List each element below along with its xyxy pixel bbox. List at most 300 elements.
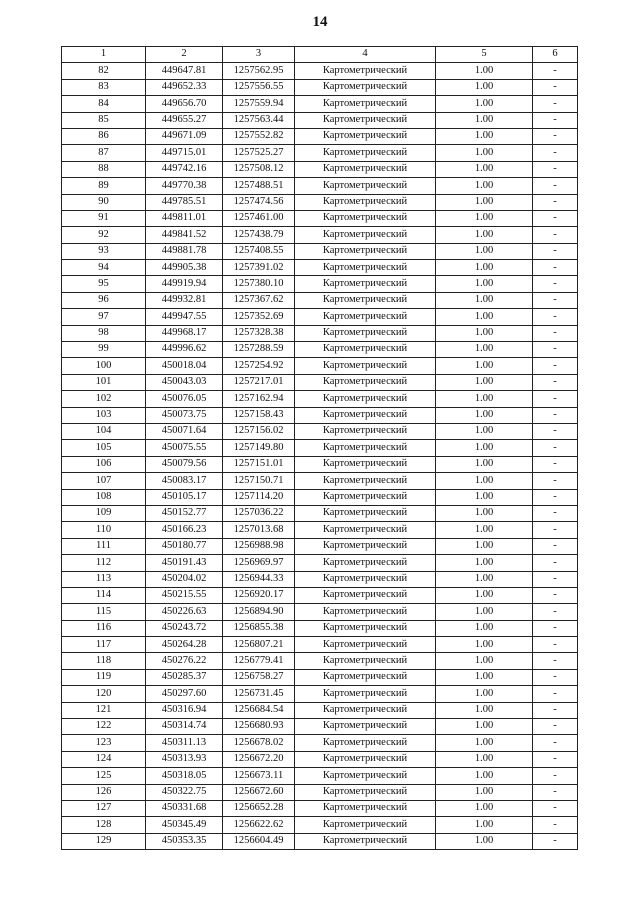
precision-cell: 1.00 [436,194,533,210]
y-coordinate-cell: 1257288.59 [223,342,295,358]
table-row [62,374,578,390]
method-cell: Картометрический [295,817,436,833]
x-coordinate-cell: 449742.16 [146,161,223,177]
y-coordinate-cell: 1256604.49 [223,833,295,849]
y-coordinate-cell: 1256673.11 [223,768,295,784]
table-row [62,637,578,653]
x-coordinate-cell: 450353.35 [146,833,223,849]
description-cell: - [533,817,578,833]
table-row [62,112,578,128]
y-coordinate-cell: 1256731.45 [223,686,295,702]
description-cell: - [533,243,578,259]
y-coordinate-cell: 1257461.00 [223,210,295,226]
y-coordinate-cell: 1257036.22 [223,505,295,521]
description-cell: - [533,194,578,210]
description-cell: - [533,79,578,95]
point-number-cell: 115 [62,604,146,620]
point-number-cell: 87 [62,145,146,161]
y-coordinate-cell: 1257156.02 [223,423,295,439]
table-row [62,79,578,95]
method-cell: Картометрический [295,735,436,751]
precision-cell: 1.00 [436,833,533,849]
point-number-cell: 84 [62,96,146,112]
description-cell: - [533,637,578,653]
table-row [62,719,578,735]
precision-cell: 1.00 [436,784,533,800]
y-coordinate-cell: 1257556.55 [223,79,295,95]
precision-cell: 1.00 [436,489,533,505]
precision-cell: 1.00 [436,112,533,128]
y-coordinate-cell: 1257438.79 [223,227,295,243]
y-coordinate-cell: 1257352.69 [223,309,295,325]
point-number-cell: 92 [62,227,146,243]
x-coordinate-cell: 450075.55 [146,440,223,456]
x-coordinate-cell: 450322.75 [146,784,223,800]
point-number-cell: 112 [62,555,146,571]
point-number-cell: 118 [62,653,146,669]
y-coordinate-cell: 1256622.62 [223,817,295,833]
method-cell: Картометрический [295,768,436,784]
point-number-cell: 128 [62,817,146,833]
precision-cell: 1.00 [436,260,533,276]
y-coordinate-cell: 1257380.10 [223,276,295,292]
y-coordinate-cell: 1257562.95 [223,63,295,79]
table-row [62,145,578,161]
x-coordinate-cell: 449932.81 [146,292,223,308]
point-number-cell: 93 [62,243,146,259]
table-row [62,522,578,538]
x-coordinate-cell: 450152.77 [146,505,223,521]
x-coordinate-cell: 450071.64 [146,423,223,439]
table-row [62,358,578,374]
table-row [62,833,578,849]
point-number-cell: 109 [62,505,146,521]
precision-cell: 1.00 [436,342,533,358]
table-row [62,686,578,702]
x-coordinate-cell: 449785.51 [146,194,223,210]
table-row [62,227,578,243]
method-cell: Картометрический [295,260,436,276]
precision-cell: 1.00 [436,325,533,341]
x-coordinate-cell: 450215.55 [146,587,223,603]
precision-cell: 1.00 [436,145,533,161]
y-coordinate-cell: 1256672.20 [223,751,295,767]
precision-cell: 1.00 [436,391,533,407]
precision-cell: 1.00 [436,620,533,636]
precision-cell: 1.00 [436,358,533,374]
precision-cell: 1.00 [436,407,533,423]
y-coordinate-cell: 1257254.92 [223,358,295,374]
method-cell: Картометрический [295,637,436,653]
method-cell: Картометрический [295,161,436,177]
x-coordinate-cell: 449968.17 [146,325,223,341]
description-cell: - [533,620,578,636]
method-cell: Картометрический [295,128,436,144]
table-row [62,817,578,833]
method-cell: Картометрический [295,145,436,161]
precision-cell: 1.00 [436,79,533,95]
y-coordinate-cell: 1257508.12 [223,161,295,177]
precision-cell: 1.00 [436,505,533,521]
x-coordinate-cell: 450313.93 [146,751,223,767]
x-coordinate-cell: 449919.94 [146,276,223,292]
description-cell: - [533,374,578,390]
precision-cell: 1.00 [436,96,533,112]
description-cell: - [533,686,578,702]
y-coordinate-cell: 1257391.02 [223,260,295,276]
point-number-cell: 113 [62,571,146,587]
point-number-cell: 86 [62,128,146,144]
table-row [62,587,578,603]
column-header-method: 4 [295,47,436,63]
x-coordinate-cell: 450297.60 [146,686,223,702]
y-coordinate-cell: 1257151.01 [223,456,295,472]
y-coordinate-cell: 1257158.43 [223,407,295,423]
description-cell: - [533,833,578,849]
table-row [62,260,578,276]
y-coordinate-cell: 1257367.62 [223,292,295,308]
description-cell: - [533,587,578,603]
point-number-cell: 116 [62,620,146,636]
x-coordinate-cell: 449841.52 [146,227,223,243]
x-coordinate-cell: 450264.28 [146,637,223,653]
description-cell: - [533,423,578,439]
description-cell: - [533,751,578,767]
method-cell: Картометрический [295,489,436,505]
description-cell: - [533,768,578,784]
table-row [62,292,578,308]
table-row [62,505,578,521]
method-cell: Картометрический [295,243,436,259]
y-coordinate-cell: 1257328.38 [223,325,295,341]
point-number-cell: 107 [62,473,146,489]
description-cell: - [533,522,578,538]
method-cell: Картометрический [295,309,436,325]
table-row [62,751,578,767]
point-number-cell: 117 [62,637,146,653]
method-cell: Картометрический [295,555,436,571]
precision-cell: 1.00 [436,719,533,735]
point-number-cell: 120 [62,686,146,702]
x-coordinate-cell: 450316.94 [146,702,223,718]
table-row [62,702,578,718]
method-cell: Картометрический [295,538,436,554]
precision-cell: 1.00 [436,63,533,79]
point-number-cell: 91 [62,210,146,226]
x-coordinate-cell: 449671.09 [146,128,223,144]
description-cell: - [533,342,578,358]
point-number-cell: 125 [62,768,146,784]
table-row [62,128,578,144]
description-cell: - [533,604,578,620]
method-cell: Картометрический [295,407,436,423]
method-cell: Картометрический [295,292,436,308]
precision-cell: 1.00 [436,522,533,538]
table-row [62,571,578,587]
description-cell: - [533,571,578,587]
table-row [62,800,578,816]
precision-cell: 1.00 [436,735,533,751]
precision-cell: 1.00 [436,800,533,816]
description-cell: - [533,505,578,521]
y-coordinate-cell: 1257013.68 [223,522,295,538]
x-coordinate-cell: 450331.68 [146,800,223,816]
x-coordinate-cell: 449647.81 [146,63,223,79]
x-coordinate-cell: 450079.56 [146,456,223,472]
precision-cell: 1.00 [436,571,533,587]
x-coordinate-cell: 450076.05 [146,391,223,407]
x-coordinate-cell: 449770.38 [146,178,223,194]
table-row [62,784,578,800]
point-number-cell: 98 [62,325,146,341]
method-cell: Картометрический [295,227,436,243]
description-cell: - [533,128,578,144]
y-coordinate-cell: 1256894.90 [223,604,295,620]
point-number-cell: 129 [62,833,146,849]
point-number-cell: 110 [62,522,146,538]
method-cell: Картометрический [295,653,436,669]
page-number: 14 [312,14,328,30]
point-number-cell: 85 [62,112,146,128]
table-row [62,423,578,439]
table-row [62,178,578,194]
table-row [62,342,578,358]
description-cell: - [533,63,578,79]
method-cell: Картометрический [295,63,436,79]
table-row [62,620,578,636]
table-row [62,391,578,407]
y-coordinate-cell: 1256678.02 [223,735,295,751]
x-coordinate-cell: 450105.17 [146,489,223,505]
method-cell: Картометрический [295,210,436,226]
table-row [62,456,578,472]
point-number-cell: 121 [62,702,146,718]
table-body [62,63,578,850]
method-cell: Картометрический [295,702,436,718]
precision-cell: 1.00 [436,440,533,456]
point-number-cell: 88 [62,161,146,177]
method-cell: Картометрический [295,784,436,800]
y-coordinate-cell: 1257162.94 [223,391,295,407]
method-cell: Картометрический [295,456,436,472]
method-cell: Картометрический [295,325,436,341]
precision-cell: 1.00 [436,309,533,325]
description-cell: - [533,735,578,751]
y-coordinate-cell: 1256758.27 [223,669,295,685]
precision-cell: 1.00 [436,473,533,489]
precision-cell: 1.00 [436,637,533,653]
method-cell: Картометрический [295,79,436,95]
table-row [62,63,578,79]
precision-cell: 1.00 [436,227,533,243]
x-coordinate-cell: 450285.37 [146,669,223,685]
point-number-cell: 122 [62,719,146,735]
precision-cell: 1.00 [436,538,533,554]
y-coordinate-cell: 1257559.94 [223,96,295,112]
x-coordinate-cell: 450180.77 [146,538,223,554]
method-cell: Картометрический [295,276,436,292]
point-number-cell: 123 [62,735,146,751]
x-coordinate-cell: 450043.03 [146,374,223,390]
y-coordinate-cell: 1256920.17 [223,587,295,603]
y-coordinate-cell: 1256944.33 [223,571,295,587]
description-cell: - [533,358,578,374]
point-number-cell: 95 [62,276,146,292]
method-cell: Картометрический [295,604,436,620]
x-coordinate-cell: 449996.62 [146,342,223,358]
precision-cell: 1.00 [436,751,533,767]
y-coordinate-cell: 1257217.01 [223,374,295,390]
table-row [62,407,578,423]
x-coordinate-cell: 449811.01 [146,210,223,226]
y-coordinate-cell: 1257525.27 [223,145,295,161]
precision-cell: 1.00 [436,817,533,833]
table-row [62,440,578,456]
precision-cell: 1.00 [436,456,533,472]
method-cell: Картометрический [295,800,436,816]
y-coordinate-cell: 1257474.56 [223,194,295,210]
precision-cell: 1.00 [436,669,533,685]
method-cell: Картометрический [295,423,436,439]
method-cell: Картометрический [295,96,436,112]
precision-cell: 1.00 [436,178,533,194]
x-coordinate-cell: 450226.63 [146,604,223,620]
description-cell: - [533,653,578,669]
y-coordinate-cell: 1257150.71 [223,473,295,489]
coordinates-table [61,46,578,850]
point-number-cell: 94 [62,260,146,276]
y-coordinate-cell: 1256652.28 [223,800,295,816]
column-header-y: 3 [223,47,295,63]
x-coordinate-cell: 449715.01 [146,145,223,161]
description-cell: - [533,702,578,718]
point-number-cell: 103 [62,407,146,423]
description-cell: - [533,784,578,800]
precision-cell: 1.00 [436,292,533,308]
table-row [62,309,578,325]
point-number-cell: 102 [62,391,146,407]
point-number-cell: 114 [62,587,146,603]
description-cell: - [533,538,578,554]
table-row [62,768,578,784]
column-header-precision: 5 [436,47,533,63]
description-cell: - [533,391,578,407]
table-row [62,276,578,292]
description-cell: - [533,178,578,194]
x-coordinate-cell: 450311.13 [146,735,223,751]
method-cell: Картометрический [295,719,436,735]
point-number-cell: 105 [62,440,146,456]
description-cell: - [533,325,578,341]
table-row [62,489,578,505]
y-coordinate-cell: 1257552.82 [223,128,295,144]
y-coordinate-cell: 1257149.80 [223,440,295,456]
description-cell: - [533,161,578,177]
y-coordinate-cell: 1256969.97 [223,555,295,571]
precision-cell: 1.00 [436,555,533,571]
table-row [62,735,578,751]
header-row [62,47,578,63]
y-coordinate-cell: 1256855.38 [223,620,295,636]
precision-cell: 1.00 [436,374,533,390]
method-cell: Картометрический [295,473,436,489]
precision-cell: 1.00 [436,276,533,292]
y-coordinate-cell: 1257488.51 [223,178,295,194]
description-cell: - [533,309,578,325]
table-row [62,653,578,669]
point-number-cell: 111 [62,538,146,554]
point-number-cell: 83 [62,79,146,95]
method-cell: Картометрический [295,571,436,587]
point-number-cell: 101 [62,374,146,390]
description-cell: - [533,456,578,472]
method-cell: Картометрический [295,669,436,685]
method-cell: Картометрический [295,194,436,210]
table-header [62,47,578,63]
x-coordinate-cell: 450318.05 [146,768,223,784]
table-row [62,538,578,554]
method-cell: Картометрический [295,112,436,128]
y-coordinate-cell: 1256779.41 [223,653,295,669]
point-number-cell: 126 [62,784,146,800]
x-coordinate-cell: 450191.43 [146,555,223,571]
method-cell: Картометрический [295,391,436,407]
table-row [62,161,578,177]
description-cell: - [533,669,578,685]
y-coordinate-cell: 1256807.21 [223,637,295,653]
column-header-x: 2 [146,47,223,63]
y-coordinate-cell: 1256672.60 [223,784,295,800]
method-cell: Картометрический [295,833,436,849]
description-cell: - [533,260,578,276]
precision-cell: 1.00 [436,604,533,620]
precision-cell: 1.00 [436,243,533,259]
precision-cell: 1.00 [436,161,533,177]
x-coordinate-cell: 449881.78 [146,243,223,259]
description-cell: - [533,96,578,112]
point-number-cell: 124 [62,751,146,767]
method-cell: Картометрический [295,686,436,702]
method-cell: Картометрический [295,342,436,358]
point-number-cell: 127 [62,800,146,816]
x-coordinate-cell: 450276.22 [146,653,223,669]
method-cell: Картометрический [295,620,436,636]
table-row [62,243,578,259]
precision-cell: 1.00 [436,653,533,669]
precision-cell: 1.00 [436,423,533,439]
y-coordinate-cell: 1256988.98 [223,538,295,554]
x-coordinate-cell: 450073.75 [146,407,223,423]
method-cell: Картометрический [295,751,436,767]
description-cell: - [533,440,578,456]
column-header-point-number: 1 [62,47,146,63]
description-cell: - [533,719,578,735]
column-header-description: 6 [533,47,578,63]
precision-cell: 1.00 [436,686,533,702]
point-number-cell: 106 [62,456,146,472]
x-coordinate-cell: 449652.33 [146,79,223,95]
table-row [62,669,578,685]
point-number-cell: 90 [62,194,146,210]
description-cell: - [533,473,578,489]
point-number-cell: 89 [62,178,146,194]
point-number-cell: 108 [62,489,146,505]
description-cell: - [533,210,578,226]
point-number-cell: 119 [62,669,146,685]
precision-cell: 1.00 [436,210,533,226]
description-cell: - [533,489,578,505]
description-cell: - [533,555,578,571]
